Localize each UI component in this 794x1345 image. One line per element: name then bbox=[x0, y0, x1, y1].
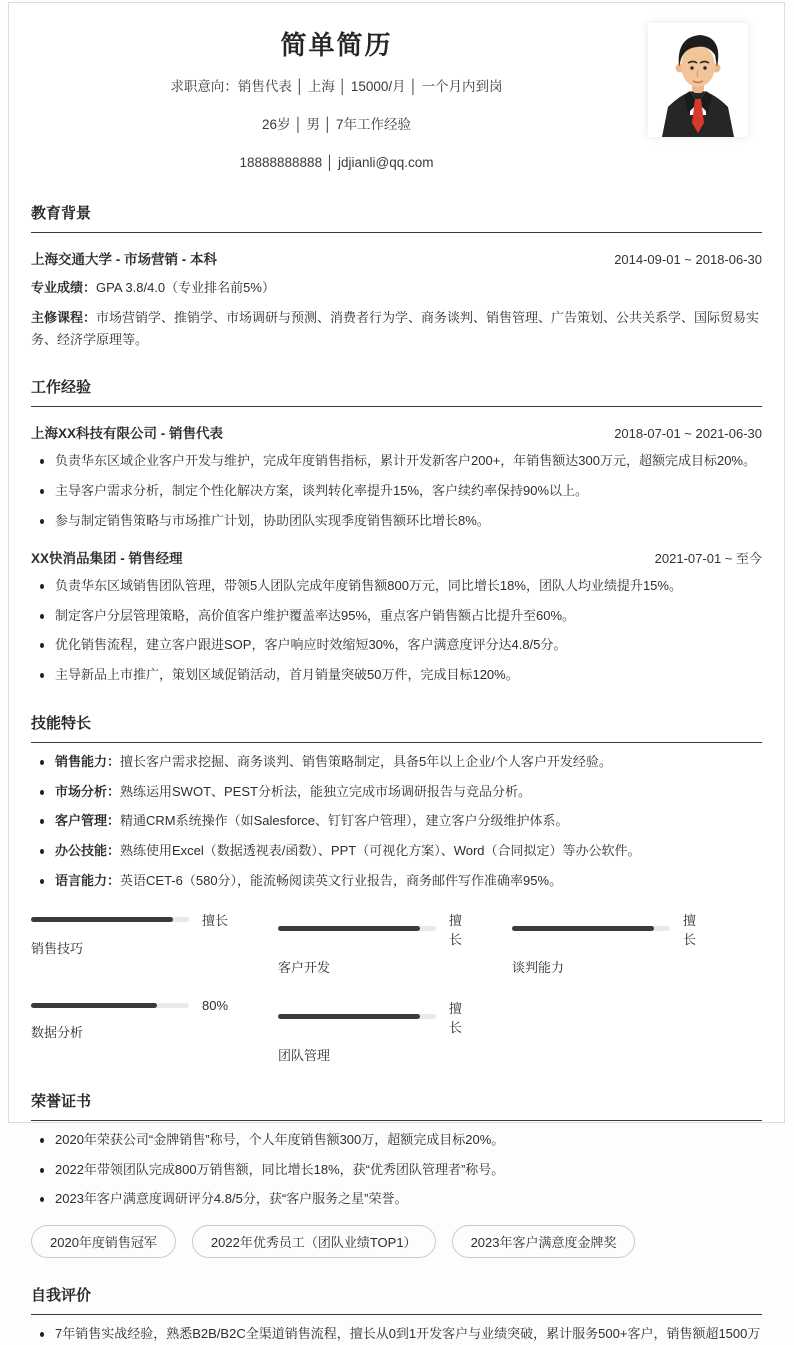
skill-text: 精通CRM系统操作（如Salesforce、钉钉客户管理），建立客户分级维护体系。 bbox=[120, 813, 569, 829]
skill-bar-fill bbox=[278, 926, 420, 931]
school-degree: 上海交通大学 - 市场营销 - 本科 bbox=[31, 252, 217, 267]
bullet-item bbox=[31, 782, 762, 803]
education-courses-row bbox=[31, 307, 762, 350]
bullet-item: 7年销售实战经验，熟悉B2B/B2C全渠道销售流程，擅长从0到1开发客户与业绩突破，累计服务500+客户，销售额超1500万 bbox=[31, 1324, 762, 1345]
skill-level-label: 擅长 bbox=[683, 912, 697, 947]
skill-name: 团队管理 bbox=[278, 1047, 331, 1063]
bullet-item: 参与制定销售策略与市场推广计划，协助团队实现季度销售额环比增长8%。 bbox=[31, 511, 762, 532]
skill-bar bbox=[31, 910, 228, 976]
skill-level-label: 擅长 bbox=[449, 1000, 463, 1035]
contact-info-line: 18888888888 │ jdjianli@qq.com bbox=[239, 155, 434, 170]
skill-bar-fill bbox=[31, 917, 173, 922]
skill-bar-track bbox=[278, 1014, 436, 1019]
job-intent-line: 求职意向：销售代表 │ 上海 │ 15000/月 │ 一个月内到岗 bbox=[170, 79, 503, 94]
skill-bar bbox=[278, 910, 462, 976]
male-portrait-icon bbox=[648, 23, 748, 137]
section-title-self-eval: 自我评价 bbox=[31, 1284, 762, 1315]
job-bullet-list bbox=[31, 576, 762, 686]
field-text: GPA 3.8/4.0（专业排名前5%） bbox=[96, 280, 275, 295]
job-title: 上海XX科技有限公司 - 销售代表 bbox=[31, 426, 224, 442]
skill-bar-track bbox=[278, 926, 436, 931]
bullet-item: 制定客户分层管理策略，高价值客户维护覆盖率达95%，重点客户销售额占比提升至60%。 bbox=[31, 606, 762, 627]
bullet-item: 2022年带领团队完成800万销售额，同比增长18%，获“优秀团队管理者”称号。 bbox=[31, 1160, 762, 1181]
skill-bar-fill bbox=[31, 1003, 157, 1008]
job-title: XX快消品集团 - 销售经理 bbox=[31, 550, 183, 566]
skill-bar bbox=[31, 998, 228, 1064]
job-date: 2018-07-01 ~ 2021-06-30 bbox=[614, 426, 762, 442]
skill-name: 谈判能力 bbox=[512, 959, 565, 975]
bullet-item: 主导新品上市推广，策划区域促销活动，首月销量突破50万件，完成目标120%。 bbox=[31, 665, 762, 686]
bullet-item: 优化销售流程，建立客户跟进SOP，客户响应时效缩短30%，客户满意度评分达4.8/5分。 bbox=[31, 635, 762, 656]
skill-label: 办公技能： bbox=[55, 843, 121, 859]
bullet-item: 负责华东区域销售团队管理，带领5人团队完成年度销售额800万元，同比增长18%，团队人均业绩提升15%。 bbox=[31, 576, 762, 597]
section-title-education: 教育背景 bbox=[31, 202, 762, 233]
resume-header bbox=[31, 19, 762, 176]
job-date: 2021-07-01 ~ 至今 bbox=[654, 550, 762, 566]
honor-badges bbox=[31, 1225, 762, 1258]
education-gpa-row bbox=[31, 277, 762, 298]
skill-name: 数据分析 bbox=[31, 1024, 84, 1040]
profile-photo bbox=[648, 23, 748, 137]
field-label: 主修课程： bbox=[31, 310, 97, 326]
bullet-item bbox=[31, 811, 762, 832]
section-title-skills: 技能特长 bbox=[31, 712, 762, 743]
skill-text: 熟练运用SWOT、PEST分析法，能独立完成市场调研报告与竞品分析。 bbox=[120, 783, 531, 799]
basic-info-line: 26岁 │ 男 │ 7年工作经验 bbox=[262, 117, 411, 132]
skill-bullet-list bbox=[31, 752, 762, 892]
skill-bar-track bbox=[31, 917, 189, 922]
honor-bullet-list bbox=[31, 1130, 762, 1210]
bullet-item bbox=[31, 841, 762, 862]
skill-bar-fill bbox=[512, 926, 654, 931]
skill-bar bbox=[512, 910, 696, 976]
skill-label: 销售能力： bbox=[55, 753, 121, 769]
skill-bar-track bbox=[31, 1003, 189, 1008]
section-work bbox=[31, 376, 762, 686]
resume-page bbox=[8, 2, 785, 1342]
bullet-item: 主导客户需求分析，制定个性化解决方案，谈判转化率提升15%，客户续约率保持90%以上。 bbox=[31, 481, 762, 502]
honor-badge: 2023年客户满意度金牌奖 bbox=[452, 1225, 636, 1258]
honor-badge: 2022年优秀员工（团队业绩TOP1） bbox=[192, 1225, 436, 1258]
skill-bar-track bbox=[512, 926, 670, 931]
skill-text: 熟练使用Excel（数据透视表/函数）、PPT（可视化方案）、Word（合同拟定）等办公软件。 bbox=[120, 843, 641, 859]
skill-level-label: 80% bbox=[202, 997, 229, 1013]
skill-text: 擅长客户需求挖掘、商务谈判、销售策略制定，具备5年以上企业/个人客户开发经验。 bbox=[120, 753, 612, 769]
honor-badge: 2020年度销售冠军 bbox=[31, 1225, 176, 1258]
skill-text: 英语CET-6（580分），能流畅阅读英文行业报告，商务邮件写作准确率95%。 bbox=[120, 873, 563, 889]
section-title-honors: 荣誉证书 bbox=[31, 1090, 762, 1121]
skill-bar-fill bbox=[278, 1014, 420, 1019]
skill-bar bbox=[278, 998, 462, 1064]
skill-level-label: 擅长 bbox=[202, 912, 229, 928]
skill-name: 销售技巧 bbox=[31, 940, 84, 956]
skill-label: 语言能力： bbox=[55, 873, 121, 889]
bullet-item bbox=[31, 871, 762, 892]
field-text: 市场营销学、推销学、市场调研与预测、消费者行为学、商务谈判、销售管理、广告策划、公共关系学、国际贸易实务、经济学原理等。 bbox=[31, 310, 760, 347]
skill-level-label: 擅长 bbox=[449, 912, 463, 947]
section-skills bbox=[31, 712, 762, 1064]
field-label: 专业成绩： bbox=[31, 280, 97, 295]
section-education bbox=[31, 202, 762, 350]
skill-label: 客户管理： bbox=[55, 813, 121, 829]
section-title-work: 工作经验 bbox=[31, 376, 762, 407]
section-self-eval bbox=[31, 1284, 762, 1345]
bullet-item: 负责华东区域企业客户开发与维护，完成年度销售指标，累计开发新客户200+，年销售额达300万元，超额完成目标20%。 bbox=[31, 451, 762, 472]
skill-label: 市场分析： bbox=[55, 783, 121, 799]
resume-title: 简单简历 bbox=[280, 30, 393, 60]
self-eval-bullet-list bbox=[31, 1324, 762, 1345]
bullet-item bbox=[31, 752, 762, 773]
section-honors bbox=[31, 1090, 762, 1258]
bullet-item: 2023年客户满意度调研评分4.8/5分，获“客户服务之星”荣誉。 bbox=[31, 1189, 762, 1210]
skill-bars bbox=[31, 910, 697, 1064]
job-bullet-list bbox=[31, 451, 762, 531]
bullet-item: 2020年荣获公司“金牌销售”称号，个人年度销售额300万，超额完成目标20%。 bbox=[31, 1130, 762, 1151]
skill-name: 客户开发 bbox=[278, 959, 331, 975]
education-date: 2014-09-01 ~ 2018-06-30 bbox=[614, 252, 762, 267]
